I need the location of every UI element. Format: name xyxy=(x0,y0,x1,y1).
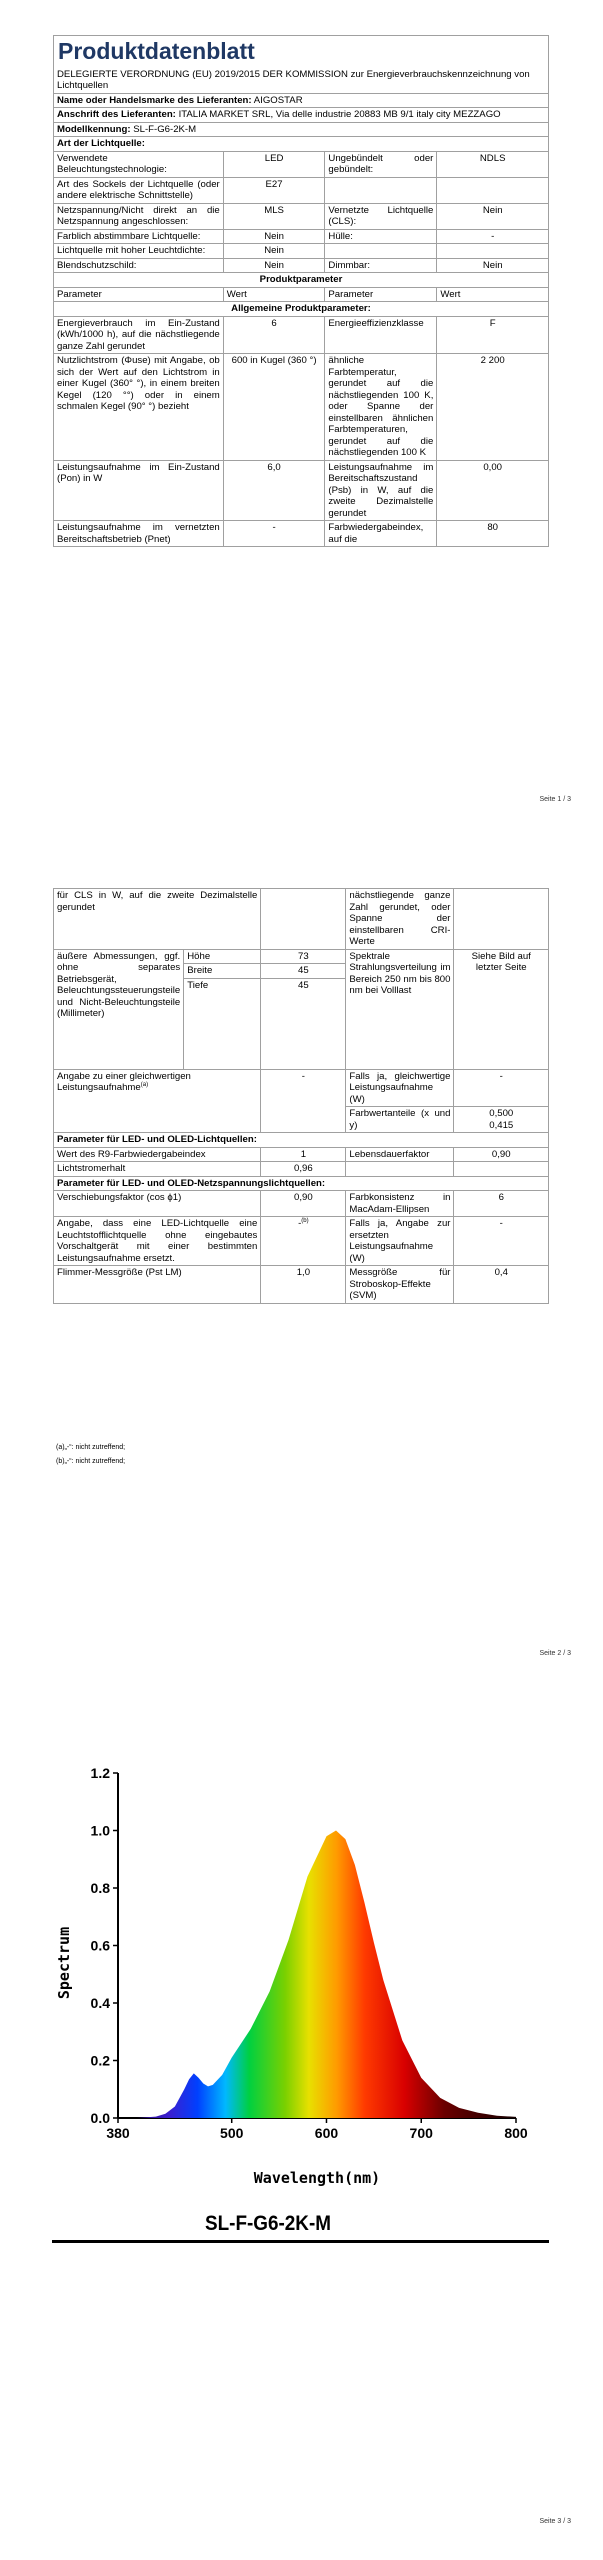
spectrum-model-label: SL-F-G6-2K-M xyxy=(205,2212,331,2235)
table-row xyxy=(54,177,549,203)
cell-value xyxy=(437,244,549,259)
spectral-value: Siehe Bild auf letzter Seite xyxy=(454,949,549,1069)
page-number: Seite 1 / 3 xyxy=(539,796,571,803)
cell-value: - xyxy=(454,1217,549,1266)
x-axis-label: Wavelength(nm) xyxy=(253,2169,381,2187)
table-row xyxy=(54,460,549,521)
cell-label: Verschiebungsfaktor (cos ϕ1) xyxy=(54,1191,261,1217)
table-row xyxy=(54,316,549,354)
x-tick-label: 700 xyxy=(409,2125,433,2141)
cell-value: MLS xyxy=(223,203,325,229)
cell-value: Nein xyxy=(437,258,549,273)
cell-value: - xyxy=(437,229,549,244)
y-axis-label: Spectrum xyxy=(55,1926,73,2000)
page-number: Seite 3 / 3 xyxy=(539,2518,571,2525)
cell-label: Flimmer-Messgröße (Pst LM) xyxy=(54,1266,261,1304)
table-row xyxy=(54,1069,549,1107)
cell-value: 0,96 xyxy=(261,1162,346,1177)
y-tick-label: 0.4 xyxy=(90,1995,110,2011)
cell-label xyxy=(346,1162,454,1177)
cell-value: 0,90 xyxy=(261,1191,346,1217)
cell-label: Verwendete Beleuchtungstechnologie: xyxy=(54,151,224,177)
cell-value: Nein xyxy=(437,203,549,229)
spectral-label: Spektrale Strahlungsverteilung im Bereich 250 nm bis 800 nm bei Volllast xyxy=(346,949,454,1069)
cell-value: 6,0 xyxy=(223,460,325,521)
model-id: SL-F-G6-2K-M xyxy=(133,123,197,135)
table-row xyxy=(54,521,549,547)
cell-label xyxy=(325,177,437,203)
datasheet-table-2 xyxy=(53,888,549,1304)
cell-label: Farbwiedergabeindex, auf die xyxy=(325,521,437,547)
page-1-clip xyxy=(0,0,603,786)
cell-value: NDLS xyxy=(437,151,549,177)
table-row xyxy=(54,1266,549,1304)
fluor-footnote-ref: (b) xyxy=(301,1218,309,1224)
cell-value xyxy=(261,889,346,950)
cell-value: Nein xyxy=(223,244,325,259)
cell-value: - xyxy=(454,1069,549,1107)
spectrum-area xyxy=(118,1831,516,2119)
params-header-row xyxy=(54,287,549,302)
table-row xyxy=(54,244,549,259)
dim-value: 45 xyxy=(261,978,346,1069)
col-header-value: Wert xyxy=(437,287,549,302)
cell-value: 0,90 xyxy=(454,1147,549,1162)
cell-label: Lichtquelle mit hoher Leuchtdichte: xyxy=(54,244,224,259)
cell-label: Messgröße für Stroboskop-Effekte (SVM) xyxy=(346,1266,454,1304)
cell-value: 0,4 xyxy=(454,1266,549,1304)
cell-label: Hülle: xyxy=(325,229,437,244)
cell-label: Nutzlichtstrom (Φuse) mit Angabe, ob sich der Wert auf den Lichtstrom in einer Kugel (360° °), in einem breiten Kegel (120 °°) oder in einem schmalen Kegel (90° °) bezieht xyxy=(54,354,224,461)
cell-value xyxy=(454,1162,549,1177)
cell-value: Nein xyxy=(223,258,325,273)
datasheet-table-1 xyxy=(53,35,549,547)
cell-value xyxy=(454,889,549,950)
cell-label: Dimmbar: xyxy=(325,258,437,273)
cell-label: Farbwertanteile (x und y) xyxy=(346,1107,454,1133)
page-title: Produktdatenblatt xyxy=(54,36,549,68)
y-tick-label: 0.2 xyxy=(90,2052,110,2069)
supplier-name-label: Name oder Handelsmarke des Lieferanten: xyxy=(57,94,252,106)
table-row xyxy=(54,1147,549,1162)
fluor-value-cell xyxy=(261,1217,346,1266)
col-header-param: Parameter xyxy=(54,287,224,302)
cell-label: für CLS in W, auf die zweite Dezimalstelle gerundet xyxy=(54,889,261,950)
supplier-address-row xyxy=(54,108,549,123)
model-row xyxy=(54,122,549,137)
cell-label: Energieverbrauch im Ein-Zustand (kWh/1000 h), auf die nächstliegende ganze Zahl gerundet xyxy=(54,316,224,354)
cell-label: Leistungsaufnahme im vernetzten Bereitschaftsbetrieb (Pnet) xyxy=(54,521,224,547)
footnote-b: (b)„-“: nicht zutreffend; xyxy=(56,1458,126,1465)
regulation-text: DELEGIERTE VERORDNUNG (EU) 2019/2015 DER KOMMISSION zur Energieverbrauchskennzeichnung von Lichtquellen xyxy=(54,68,549,94)
cell-label xyxy=(325,244,437,259)
supplier-name: AIGOSTAR xyxy=(253,94,303,106)
cell-value: 2 200 xyxy=(437,354,549,461)
cell-value: 0,00 xyxy=(437,460,549,521)
mains-header: Parameter für LED- und OLED-Netzspannungslichtquellen: xyxy=(54,1176,549,1191)
table-row xyxy=(54,354,549,461)
table-row xyxy=(54,258,549,273)
cell-value: - xyxy=(223,521,325,547)
equiv-label-cell xyxy=(54,1069,261,1133)
dim-name: Breite xyxy=(184,964,261,979)
table-row xyxy=(54,151,549,177)
cell-label: Energieeffizienzklasse xyxy=(325,316,437,354)
cell-value: Nein xyxy=(223,229,325,244)
cell-label: Netzspannung/Nicht direkt an die Netzspannung angeschlossen: xyxy=(54,203,224,229)
dim-name: Tiefe xyxy=(184,978,261,1069)
supplier-address: ITALIA MARKET SRL, Via delle industrie 20883 MB 9/1 italy city MEZZAGO xyxy=(178,109,501,121)
led-oled-header: Parameter für LED- und OLED-Lichtquellen: xyxy=(54,1133,549,1148)
footnote-a: (a)„-“: nicht zutreffend; xyxy=(56,1444,126,1451)
cell-label: Lebensdauerfaktor xyxy=(346,1147,454,1162)
col-header-value: Wert xyxy=(223,287,325,302)
supplier-name-row xyxy=(54,93,549,108)
cell-value: 6 xyxy=(454,1191,549,1217)
table-row xyxy=(54,1162,549,1177)
cell-label: Farblich abstimmbare Lichtquelle: xyxy=(54,229,224,244)
x-tick-label: 500 xyxy=(220,2125,244,2141)
cell-label: Angabe, dass eine LED-Lichtquelle eine Leuchtstofflichtquelle ohne eingebautes Vorschaltgerät mit einer bestimmten Leistungsaufnahme ersetzt. xyxy=(54,1217,261,1266)
y-tick-label: 0.8 xyxy=(90,1880,110,1896)
y-tick-label: 1.2 xyxy=(90,1765,110,1781)
y-tick-label: 1.0 xyxy=(90,1822,110,1839)
cell-label: Blendschutzschild: xyxy=(54,258,224,273)
x-tick-label: 600 xyxy=(314,2125,339,2141)
address-label: Anschrift des Lieferanten: xyxy=(57,109,176,121)
cell-label: Farbkonsistenz in MacAdam-Ellipsen xyxy=(346,1191,454,1217)
cell-value: 0,500 0,415 xyxy=(454,1107,549,1133)
cell-value: 6 xyxy=(223,316,325,354)
table-row xyxy=(54,203,549,229)
x-tick-label: 800 xyxy=(504,2125,528,2141)
cell-label: Lichtstromerhalt xyxy=(54,1162,261,1177)
cell-value xyxy=(437,177,549,203)
cell-label: Ungebündelt oder gebündelt: xyxy=(325,151,437,177)
cell-value: LED xyxy=(223,151,325,177)
cell-value: F xyxy=(437,316,549,354)
page-2 xyxy=(0,853,603,1673)
y-tick-label: 0.6 xyxy=(90,1937,110,1954)
cell-value: - xyxy=(298,1218,302,1230)
cell-label: Art des Sockels der Lichtquelle (oder andere elektrische Schnittstelle) xyxy=(54,177,224,203)
dim-value: 45 xyxy=(261,964,346,979)
dim-value: 73 xyxy=(261,949,346,964)
cell-label: Vernetzte Lichtquelle (CLS): xyxy=(325,203,437,229)
x-tick-label: 380 xyxy=(106,2125,130,2141)
general-params-header: Allgemeine Produktparameter: xyxy=(54,302,549,317)
cell-label: Falls ja, Angabe zur ersetzten Leistungsaufnahme (W) xyxy=(346,1217,454,1266)
product-params-header: Produktparameter xyxy=(54,273,549,288)
cell-label: Falls ja, gleichwertige Leistungsaufnahme (W) xyxy=(346,1069,454,1107)
cell-value: 600 in Kugel (360 °) xyxy=(223,354,325,461)
cell-value: - xyxy=(261,1069,346,1133)
light-source-type-header: Art der Lichtquelle: xyxy=(54,137,549,152)
cell-value: 1,0 xyxy=(261,1266,346,1304)
page-number: Seite 2 / 3 xyxy=(539,1650,571,1657)
cell-label: Wert des R9-Farbwiedergabeindex xyxy=(54,1147,261,1162)
table-row xyxy=(54,949,549,964)
table-row xyxy=(54,229,549,244)
page-1 xyxy=(0,0,603,810)
cell-label: Leistungsaufnahme im Bereitschaftszustand (Psb) in W, auf die zweite Dezimalstelle gerundet xyxy=(325,460,437,521)
equiv-footnote-ref: (a) xyxy=(140,1082,149,1088)
cell-label: nächstliegende ganze Zahl gerundet, oder Spanne der einstellbaren CRI-Werte xyxy=(346,889,454,950)
cell-label: Leistungsaufnahme im Ein-Zustand (Pon) in W xyxy=(54,460,224,521)
dim-name: Höhe xyxy=(184,949,261,964)
table-row xyxy=(54,1191,549,1217)
divider xyxy=(52,2240,549,2243)
table-row xyxy=(54,1217,549,1266)
equiv-label: Angabe zu einer gleichwertigen Leistungsaufnahme xyxy=(57,1070,191,1094)
cell-value: 1 xyxy=(261,1147,346,1162)
spectrum-chart xyxy=(55,1748,540,2213)
table-row xyxy=(54,889,549,950)
cell-value: E27 xyxy=(223,177,325,203)
y-tick-label: 0.0 xyxy=(90,2110,110,2126)
model-label: Modellkennung: xyxy=(57,123,131,135)
dimensions-label: äußere Abmessungen, ggf. ohne separates Betriebsgerät, Beleuchtungssteuerungsteile und Nicht-Beleuchtungsteile (Millimeter) xyxy=(54,949,184,1069)
cell-label: ähnliche Farbtemperatur, gerundet auf die nächstliegenden 100 K, oder Spanne der einstellbaren ähnlichen Farbtemperaturen, gerundet auf die nächstliegenden 100 K xyxy=(325,354,437,461)
cell-value: 80 xyxy=(437,521,549,547)
col-header-param: Parameter xyxy=(325,287,437,302)
